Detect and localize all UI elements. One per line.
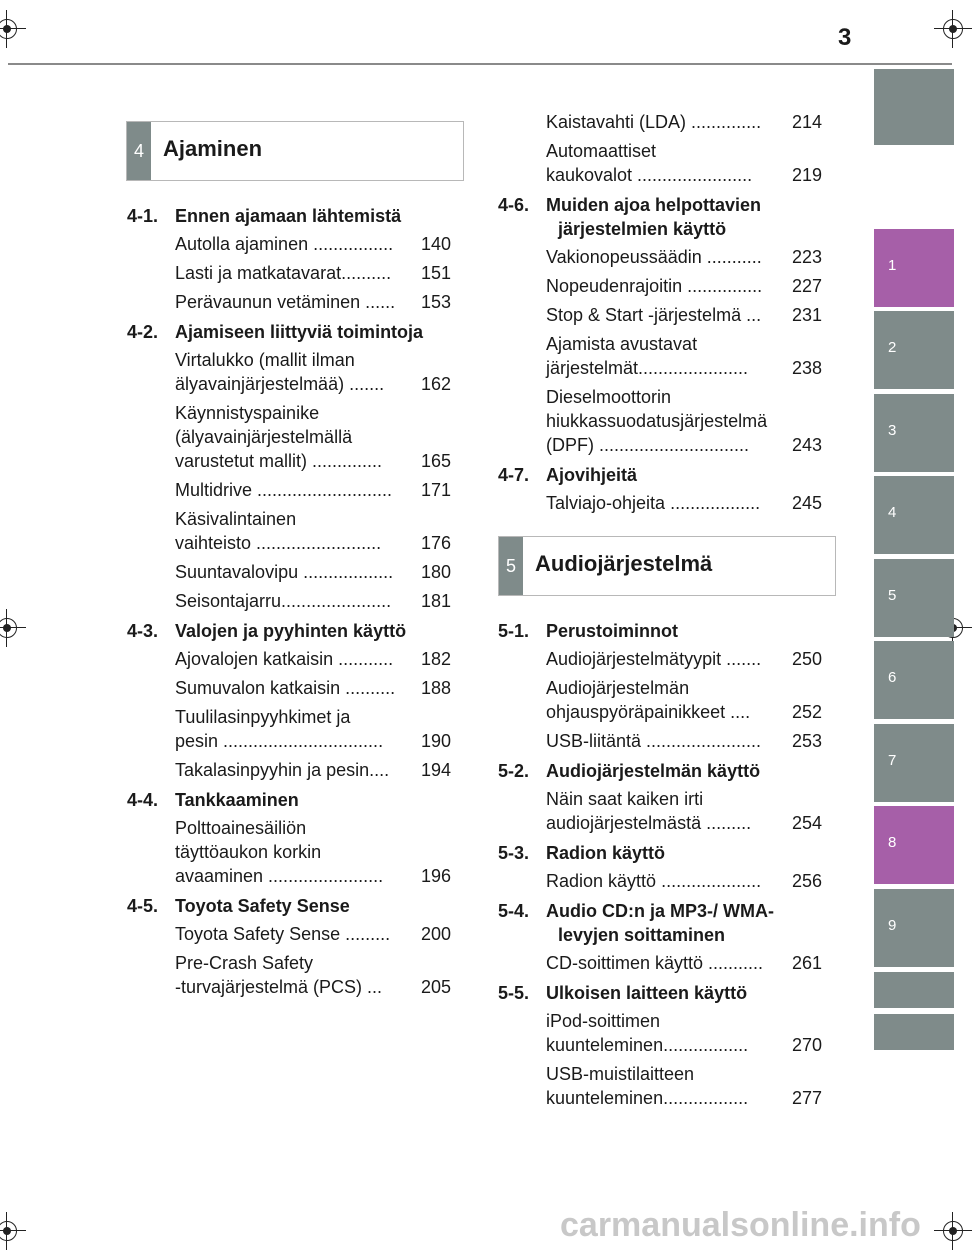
chapter-tab-blank[interactable]	[874, 972, 954, 1008]
chapter-tab-label: 4	[888, 504, 897, 521]
chapter-tab-1[interactable]	[874, 229, 954, 307]
chapter-number: 5-5.	[498, 983, 530, 1003]
chapter-number: 4-4.	[127, 790, 159, 810]
entry-title: Tuulilasinpyyhkimet ja pesin ................................	[175, 707, 384, 751]
entry-title: Stop & Start -järjestelmä ...	[546, 305, 762, 325]
entry-page-number: 200	[420, 924, 451, 944]
entry-title: Automaattiset kaukovalot .......................	[546, 141, 753, 185]
toc-entry[interactable]	[175, 478, 451, 502]
toc-entry[interactable]	[175, 348, 451, 396]
entry-title: iPod-soittimen kuunteleminen.................	[546, 1011, 749, 1055]
entry-title: Näin saat kaiken irti audiojärjestelmästä .........	[546, 789, 752, 833]
chapter-number: 5-2.	[498, 761, 530, 781]
toc-left-column	[127, 198, 451, 1004]
toc-entry[interactable]	[546, 139, 822, 187]
toc-entry[interactable]	[546, 1009, 822, 1057]
entry-title: Kaistavahti (LDA) ..............	[546, 112, 762, 132]
entry-title: Käsivalintainen vaihteisto .........................	[175, 509, 382, 553]
entry-title: USB-liitäntä .......................	[546, 731, 762, 751]
toc-entry[interactable]	[175, 232, 451, 256]
entry-page-number: 261	[791, 953, 822, 973]
section-number: 5	[499, 537, 523, 595]
entry-title: Lasti ja matkatavarat..........	[175, 263, 392, 283]
chapter-tab-label: 9	[888, 917, 897, 934]
toc-entry[interactable]	[175, 507, 451, 555]
entry-page-number: 243	[791, 435, 822, 455]
chapter-title: Radion käyttö	[546, 843, 666, 863]
entry-title: Takalasinpyyhin ja pesin....	[175, 760, 390, 780]
toc-entry[interactable]	[175, 401, 451, 473]
section-header-5	[498, 536, 836, 596]
entry-page-number: 153	[420, 292, 451, 312]
entry-title: Käynnistyspainike (älyavainjärjestelmällä varustetut mallit) ..............	[175, 403, 383, 471]
entry-page-number: 270	[791, 1035, 822, 1055]
chapter-number: 4-6.	[498, 195, 530, 215]
entry-page-number: 205	[420, 977, 451, 997]
toc-entry[interactable]	[546, 647, 822, 671]
toc-entry[interactable]	[175, 705, 451, 753]
entry-page-number: 254	[791, 813, 822, 833]
entry-page-number: 194	[420, 760, 451, 780]
entry-title: Dieselmoottorin hiukkassuodatusjärjestelmä (DPF) ..............................	[546, 387, 768, 455]
entry-page-number: 256	[791, 871, 822, 891]
entry-title: Seisontajarru......................	[175, 591, 392, 611]
toc-entry[interactable]	[546, 110, 822, 134]
section-number: 4	[127, 122, 151, 180]
entry-title: Polttoainesäiliön täyttöaukon korkin avaaminen .......................	[175, 818, 384, 886]
chapter-title: Ajovihjeitä	[546, 465, 638, 485]
toc-entry[interactable]	[175, 951, 451, 999]
chapter-tab-blank[interactable]	[874, 1014, 954, 1050]
toc-entry[interactable]	[546, 787, 822, 835]
entry-title: Autolla ajaminen ................	[175, 234, 394, 254]
entry-page-number: 151	[420, 263, 451, 283]
toc-entry[interactable]	[175, 290, 451, 314]
entry-title: Multidrive ...........................	[175, 480, 393, 500]
chapter-tab-3[interactable]	[874, 394, 954, 472]
entry-title: Ajamista avustavat järjestelmät......................	[546, 334, 749, 378]
toc-entry[interactable]	[546, 951, 822, 975]
chapter-number: 4-2.	[127, 322, 159, 342]
toc-entry[interactable]	[546, 491, 822, 515]
entry-page-number: 250	[791, 649, 822, 669]
chapter-title: Toyota Safety Sense	[175, 896, 350, 916]
entry-page-number: 252	[791, 702, 822, 722]
chapter-tab-8[interactable]	[874, 806, 954, 884]
toc-chapter[interactable]	[127, 619, 451, 643]
toc-chapter[interactable]	[498, 193, 822, 241]
toc-chapter[interactable]	[498, 463, 822, 487]
chapter-tab-7[interactable]	[874, 724, 954, 802]
toc-chapter[interactable]	[498, 841, 822, 865]
chapter-number: 5-3.	[498, 843, 530, 863]
toc-entry[interactable]	[175, 758, 451, 782]
entry-page-number: 182	[420, 649, 451, 669]
toc-entry[interactable]	[175, 560, 451, 584]
entry-title: Nopeudenrajoitin ...............	[546, 276, 763, 296]
toc-entry[interactable]	[546, 332, 822, 380]
entry-page-number: 162	[420, 374, 451, 394]
chapter-number: 4-1.	[127, 206, 159, 226]
toc-entry[interactable]	[175, 816, 451, 888]
entry-page-number: 180	[420, 562, 451, 582]
entry-page-number: 277	[791, 1088, 822, 1108]
toc-entry[interactable]	[175, 589, 451, 613]
entry-title: Perävaunun vetäminen ......	[175, 292, 396, 312]
section-title: Audiojärjestelmä	[535, 551, 713, 576]
chapter-tab-label: 8	[888, 834, 897, 851]
entry-title: Talviajo-ohjeita ..................	[546, 493, 761, 513]
toc-right-column-top	[498, 110, 822, 520]
section-header-4	[126, 121, 464, 181]
entry-page-number: 140	[420, 234, 451, 254]
chapter-title: Audiojärjestelmän käyttö	[546, 761, 761, 781]
toc-chapter[interactable]	[498, 759, 822, 783]
entry-title: Virtalukko (mallit ilman älyavainjärjestelmää) .......	[175, 350, 385, 394]
chapter-tab-label: 6	[888, 669, 897, 686]
toc-entry[interactable]	[175, 261, 451, 285]
chapter-tab-label: 7	[888, 752, 897, 769]
toc-entry[interactable]	[546, 676, 822, 724]
chapter-tab-6[interactable]	[874, 641, 954, 719]
toc-chapter[interactable]	[498, 899, 822, 947]
entry-page-number: 165	[420, 451, 451, 471]
toc-chapter[interactable]	[498, 619, 822, 643]
chapter-tab-label: 3	[888, 422, 897, 439]
toc-entry[interactable]	[546, 869, 822, 893]
entry-page-number: 181	[420, 591, 451, 611]
toc-chapter[interactable]	[127, 788, 451, 812]
registration-mark-icon	[940, 16, 966, 42]
toc-chapter[interactable]	[127, 894, 451, 918]
toc-entry[interactable]	[175, 922, 451, 946]
entry-title: Toyota Safety Sense .........	[175, 924, 391, 944]
entry-page-number: 245	[791, 493, 822, 513]
registration-mark-icon	[0, 16, 20, 42]
entry-title: Audiojärjestelmän ohjauspyöräpainikkeet ....	[546, 678, 751, 722]
top-rule	[8, 63, 952, 65]
chapter-number: 4-3.	[127, 621, 159, 641]
toc-entry[interactable]	[546, 245, 822, 269]
entry-title: Suuntavalovipu ..................	[175, 562, 394, 582]
chapter-number: 5-1.	[498, 621, 530, 641]
entry-page-number: 238	[791, 358, 822, 378]
chapter-title: Tankkaaminen	[175, 790, 299, 810]
entry-page-number: 223	[791, 247, 822, 267]
entry-title: Sumuvalon katkaisin ..........	[175, 678, 396, 698]
entry-page-number: 214	[791, 112, 822, 132]
page-number: 3	[838, 24, 852, 51]
chapter-tab-label: 1	[888, 257, 897, 274]
entry-title: Audiojärjestelmätyypit .......	[546, 649, 762, 669]
chapter-tab-2[interactable]	[874, 311, 954, 389]
toc-chapter[interactable]	[127, 204, 451, 228]
entry-title: Pre-Crash Safety -turvajärjestelmä (PCS) ...	[175, 953, 383, 997]
chapter-title: Perustoiminnot	[546, 621, 679, 641]
chapter-tab-9[interactable]	[874, 889, 954, 967]
toc-chapter[interactable]	[127, 320, 451, 344]
entry-page-number: 188	[420, 678, 451, 698]
chapter-title: Ajamiseen liittyviä toimintoja	[175, 322, 424, 342]
chapter-number: 4-5.	[127, 896, 159, 916]
registration-mark-icon	[0, 615, 20, 641]
chapter-tab-blank[interactable]	[874, 69, 954, 145]
toc-entry[interactable]	[546, 274, 822, 298]
section-title: Ajaminen	[163, 136, 263, 161]
toc-entry[interactable]	[546, 729, 822, 753]
toc-right-column-bottom	[498, 613, 822, 1115]
chapter-title: Audio CD:n ja MP3-/ WMA-levyjen soittaminen	[546, 901, 774, 945]
toc-chapter[interactable]	[498, 981, 822, 1005]
chapter-number: 5-4.	[498, 901, 530, 921]
toc-entry[interactable]	[546, 303, 822, 327]
entry-title: Radion käyttö ....................	[546, 871, 762, 891]
watermark: carmanualsonline.info	[560, 1206, 921, 1244]
toc-entry[interactable]	[175, 647, 451, 671]
entry-title: CD-soittimen käyttö ...........	[546, 953, 764, 973]
chapter-title: Ulkoisen laitteen käyttö	[546, 983, 748, 1003]
entry-page-number: 219	[791, 165, 822, 185]
entry-page-number: 190	[420, 731, 451, 751]
chapter-tab-5[interactable]	[874, 559, 954, 637]
registration-mark-icon	[0, 1218, 20, 1244]
registration-mark-icon	[940, 1218, 966, 1244]
entry-page-number: 227	[791, 276, 822, 296]
chapter-title: Ennen ajamaan lähtemistä	[175, 206, 402, 226]
entry-page-number: 253	[791, 731, 822, 751]
toc-entry[interactable]	[546, 1062, 822, 1110]
entry-page-number: 231	[791, 305, 822, 325]
entry-page-number: 176	[420, 533, 451, 553]
chapter-title: Valojen ja pyyhinten käyttö	[175, 621, 407, 641]
chapter-title: Muiden ajoa helpottavien järjestelmien käyttö	[546, 195, 762, 239]
entry-page-number: 196	[420, 866, 451, 886]
chapter-tab-4[interactable]	[874, 476, 954, 554]
toc-entry[interactable]	[175, 676, 451, 700]
entry-page-number: 171	[420, 480, 451, 500]
entry-title: Ajovalojen katkaisin ...........	[175, 649, 394, 669]
toc-entry[interactable]	[546, 385, 822, 457]
entry-title: Vakionopeussäädin ...........	[546, 247, 762, 267]
chapter-tab-label: 5	[888, 587, 897, 604]
entry-title: USB-muistilaitteen kuunteleminen.................	[546, 1064, 749, 1108]
chapter-tab-label: 2	[888, 339, 897, 356]
chapter-number: 4-7.	[498, 465, 530, 485]
